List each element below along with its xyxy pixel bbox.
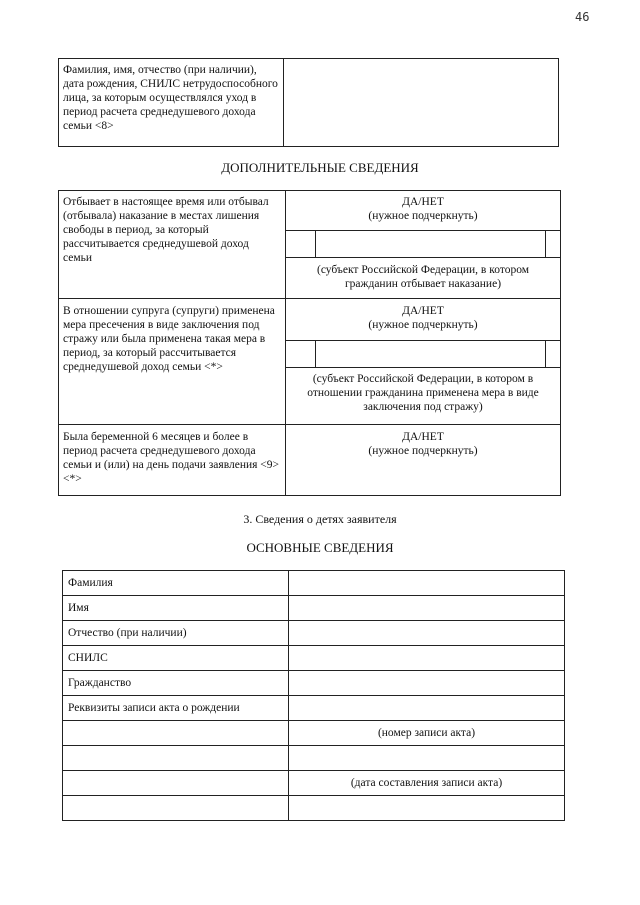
section-title: 3. Сведения о детях заявителя: [243, 512, 397, 526]
pregnancy-label: [59, 426, 284, 495]
record-date-caption: (дата составления записи акта): [289, 771, 565, 796]
detention-yes-no[interactable]: [286, 304, 560, 332]
citizenship-field[interactable]: [289, 671, 565, 696]
children-basic-table: [62, 570, 565, 821]
imprisonment-region-field[interactable]: [316, 231, 545, 257]
pregnancy-yes-no-text: ДА/НЕТ: [402, 431, 444, 443]
birth-record-field[interactable]: [289, 696, 565, 721]
page-number: 46: [575, 10, 590, 24]
table-row: [63, 721, 565, 746]
imprisonment-region-caption: (субъект Российской Федерации, в котором гражданин отбывает наказание): [316, 264, 530, 290]
snils-field[interactable]: [289, 646, 565, 671]
table-row: [63, 796, 565, 821]
surname-field[interactable]: [289, 571, 565, 596]
empty-cell: [63, 746, 289, 771]
name-field[interactable]: [289, 596, 565, 621]
patronymic-label: Отчество (при наличии): [63, 621, 289, 646]
detention-region-caption: (субъект Российской Федерации, в котором в отношении гражданина применена мера в виде заключения под стражу): [307, 373, 539, 413]
empty-cell: [63, 771, 289, 796]
additional-info-heading: ДОПОЛНИТЕЛЬНЫЕ СВЕДЕНИЯ: [221, 160, 419, 175]
snils-label: СНИЛС: [63, 646, 289, 671]
detention-hint: (нужное подчеркнуть): [368, 319, 478, 331]
birth-record-label: Реквизиты записи акта о рождении: [63, 696, 289, 721]
table-row: [63, 571, 565, 596]
table-row: [63, 696, 565, 721]
table-row: [63, 671, 565, 696]
table-row: [63, 596, 565, 621]
record-date-field[interactable]: [289, 746, 565, 771]
imprisonment-label-text: Отбывает в настоящее время или отбывал (отбывала) наказание в местах лишения свободы в период, за который рассчитывается среднедушевой доход семьи: [63, 196, 269, 264]
imprisonment-yes-no-text: ДА/НЕТ: [402, 196, 444, 208]
detention-label: [59, 300, 284, 423]
pregnancy-hint: (нужное подчеркнуть): [368, 445, 478, 457]
detention-yes-no-text: ДА/НЕТ: [402, 305, 444, 317]
detention-region-field[interactable]: [316, 341, 545, 367]
table-row: [63, 646, 565, 671]
table-row: [63, 771, 565, 796]
patronymic-field[interactable]: [289, 621, 565, 646]
table-row: [63, 746, 565, 771]
name-label: Имя: [63, 596, 289, 621]
pregnancy-label-text: Была беременной 6 месяцев и более в период расчета среднедушевого дохода семьи и (или) на день подачи заявления <9> <*>: [63, 431, 280, 485]
table-row: [63, 621, 565, 646]
citizenship-label: Гражданство: [63, 671, 289, 696]
caregiver-info-label-text: Фамилия, имя, отчество (при наличии), дата рождения, СНИЛС нетрудоспособного лица, за которым осуществлялся уход в период расчета среднедушевого дохода семьи <8>: [63, 64, 278, 132]
caregiver-info-label: [58, 58, 284, 147]
imprisonment-yes-no[interactable]: [286, 195, 560, 223]
empty-cell: [63, 796, 289, 821]
imprisonment-hint: (нужное подчеркнуть): [368, 210, 478, 222]
pregnancy-yes-no[interactable]: [286, 430, 560, 458]
extra-field[interactable]: [289, 796, 565, 821]
empty-cell: [63, 721, 289, 746]
surname-label: Фамилия: [63, 571, 289, 596]
record-number-caption: (номер записи акта): [289, 721, 565, 746]
caregiver-info-field[interactable]: [283, 58, 559, 147]
basic-info-heading: ОСНОВНЫЕ СВЕДЕНИЯ: [246, 540, 394, 555]
detention-label-text: В отношении супруга (супруги) применена мера пресечения в виде заключения под стражу или была применена такая мера в период, за который рассчитывается среднедушевой доход семьи <*>: [63, 305, 275, 373]
imprisonment-label: [59, 191, 284, 297]
